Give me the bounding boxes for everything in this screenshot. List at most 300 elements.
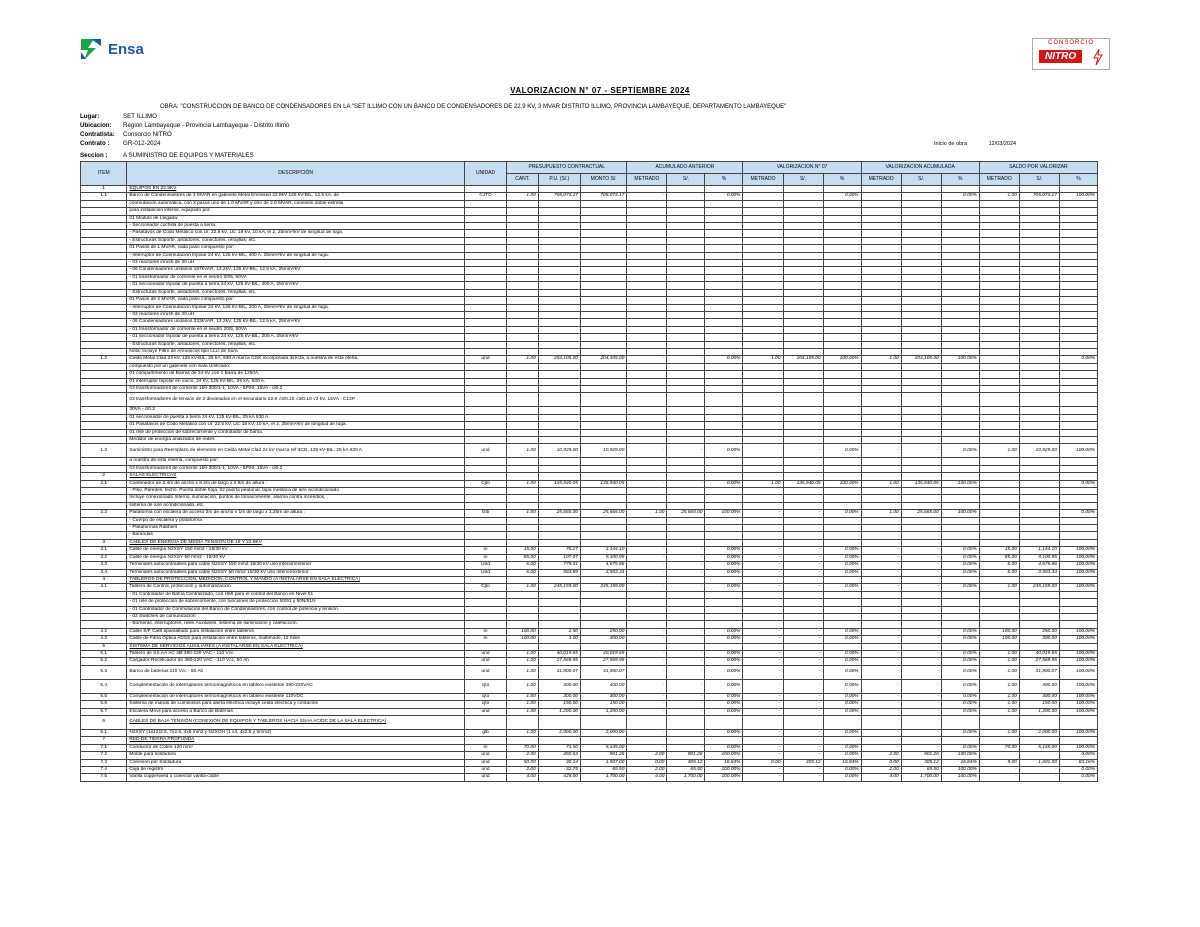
value-cell [743, 517, 783, 524]
value-cell: 2.00 [627, 752, 667, 759]
subheader-cell: % [941, 174, 979, 186]
value-cell [823, 613, 861, 620]
value-cell [538, 407, 580, 414]
value-cell [705, 215, 743, 222]
value-cell [1059, 385, 1097, 392]
value-cell [901, 297, 941, 304]
value-cell [705, 517, 743, 524]
value-cell [507, 208, 539, 215]
description-cell: para instalación interior, equipado por: [127, 208, 465, 215]
description-cell: 01 Pasos de 1 MVAR, cada paso compuesto por: [127, 245, 465, 252]
value-cell: 204,105.00 [538, 356, 580, 363]
value-cell [580, 613, 626, 620]
value-cell [941, 517, 979, 524]
table-row [81, 326, 1098, 333]
value-cell [705, 341, 743, 348]
value-cell [1059, 245, 1097, 252]
value-cell [667, 215, 705, 222]
unit-cell: glb [464, 730, 506, 737]
value-cell: - [627, 679, 667, 693]
valorizacion-table [80, 161, 1098, 782]
item-cell [81, 215, 127, 222]
item-cell: 3 [81, 539, 127, 546]
value-cell [667, 532, 705, 539]
value-cell [627, 267, 667, 274]
value-cell: 0.00% [705, 701, 743, 708]
value-cell: 6.00 [979, 569, 1019, 576]
value-cell: 0.00% [1059, 510, 1097, 517]
value-cell: - [861, 628, 901, 635]
value-cell [627, 274, 667, 281]
value-cell [941, 613, 979, 620]
value-cell [861, 591, 901, 598]
subheader-cell: % [1059, 174, 1097, 186]
value-cell [1019, 737, 1059, 744]
value-cell [580, 621, 626, 628]
value-cell [823, 414, 861, 421]
table-row [81, 274, 1098, 281]
value-cell [743, 341, 783, 348]
description-cell: - Estructuras Soporte, aisladores, conectores, rerajillas, etc. [127, 237, 465, 244]
value-cell [941, 407, 979, 414]
meta-value: Región Lambayeque - Provincia Lambayeque - Distrito Illimo [123, 122, 290, 129]
value-cell: 0.00% [941, 708, 979, 715]
value-cell [1059, 208, 1097, 215]
table-row [81, 488, 1098, 495]
value-cell [580, 297, 626, 304]
value-cell [783, 613, 823, 620]
value-cell [627, 334, 667, 341]
value-cell [901, 488, 941, 495]
description-cell: a nuestra de esta interna, compuesto por: [127, 458, 465, 465]
value-cell [705, 326, 743, 333]
subheader-cell: % [823, 174, 861, 186]
item-cell: 5.4 [81, 679, 127, 693]
unit-cell: m [464, 554, 506, 561]
value-cell [743, 393, 783, 407]
value-cell [743, 311, 783, 318]
value-cell [979, 371, 1019, 378]
value-cell: 0.00% [823, 701, 861, 708]
value-cell [743, 260, 783, 267]
value-cell: 65.50 [667, 767, 705, 774]
value-cell [507, 282, 539, 289]
value-cell: - [783, 636, 823, 643]
unit-cell [464, 502, 506, 509]
value-cell [823, 304, 861, 311]
value-cell: - [743, 774, 783, 781]
value-cell [861, 245, 901, 252]
value-cell: 400.00 [1019, 679, 1059, 693]
value-cell [743, 488, 783, 495]
value-cell [705, 186, 743, 193]
value-cell [979, 517, 1019, 524]
value-cell: 100.00% [1059, 562, 1097, 569]
value-cell [783, 363, 823, 370]
value-cell [1059, 502, 1097, 509]
subheader-cell: S/. [1019, 174, 1059, 186]
value-cell [861, 378, 901, 385]
value-cell [507, 473, 539, 480]
value-cell [580, 319, 626, 326]
value-cell: 100.00 [507, 628, 539, 635]
value-cell [667, 267, 705, 274]
value-cell [941, 237, 979, 244]
table-row [81, 378, 1098, 385]
value-cell [507, 458, 539, 465]
value-cell [823, 371, 861, 378]
value-cell [667, 304, 705, 311]
table-row [81, 348, 1098, 355]
value-cell [901, 289, 941, 296]
description-cell: - 03 reactores inrush de 30 uH [127, 311, 465, 318]
value-cell [901, 437, 941, 444]
item-cell: 5.3 [81, 665, 127, 679]
value-cell [1019, 385, 1059, 392]
table-row [81, 200, 1098, 207]
value-cell [507, 237, 539, 244]
value-cell: - [783, 744, 823, 751]
value-cell: 73.50 [538, 744, 580, 751]
value-cell: 0.00% [823, 767, 861, 774]
table-row [81, 621, 1098, 628]
value-cell [941, 525, 979, 532]
value-cell [507, 371, 539, 378]
value-cell [667, 429, 705, 436]
description-cell: Cargador-Rectificador de 380-220 VAC - 110 Vcc, 50 Ah [127, 658, 465, 665]
value-cell [979, 319, 1019, 326]
value-cell [580, 488, 626, 495]
value-cell [705, 473, 743, 480]
value-cell [507, 502, 539, 509]
description-cell: - Estructuras Soporte, aisladores, conectores, rerajillas, etc. [127, 289, 465, 296]
description-cell: 01 Modulo de Llegada: [127, 215, 465, 222]
value-cell: 400.00 [580, 679, 626, 693]
value-cell [627, 532, 667, 539]
value-cell [783, 737, 823, 744]
value-cell [580, 267, 626, 274]
value-cell [667, 517, 705, 524]
value-cell [627, 341, 667, 348]
unit-cell [464, 378, 506, 385]
value-cell: 100.00 [979, 628, 1019, 635]
item-cell [81, 502, 127, 509]
value-cell: 400.00 [538, 679, 580, 693]
value-cell [538, 304, 580, 311]
value-cell [627, 613, 667, 620]
value-cell [901, 517, 941, 524]
value-cell [743, 621, 783, 628]
value-cell [507, 525, 539, 532]
value-cell [1059, 393, 1097, 407]
value-cell [667, 621, 705, 628]
value-cell [1059, 297, 1097, 304]
value-cell: 27,569.95 [580, 658, 626, 665]
value-cell: 1.00 [507, 665, 539, 679]
value-cell [743, 539, 783, 546]
value-cell [1059, 252, 1097, 259]
value-cell [667, 591, 705, 598]
value-cell [901, 341, 941, 348]
value-cell [705, 385, 743, 392]
table-row [81, 576, 1098, 583]
item-cell: 3.3 [81, 562, 127, 569]
value-cell [627, 429, 667, 436]
value-cell [941, 465, 979, 472]
item-cell: 5 [81, 643, 127, 650]
value-cell [667, 599, 705, 606]
description-cell: CABLES DE BAJA TENSIÓN (CONEXIÓN DE EQUIPOS Y TABLEROS HACIA SSAA AC/DC DE LA SALA ELECTRICA) [127, 716, 465, 730]
value-cell: 1.00 [507, 356, 539, 363]
value-cell [823, 289, 861, 296]
value-cell [901, 407, 941, 414]
value-cell: 1,700.00 [901, 774, 941, 781]
value-cell [580, 223, 626, 230]
item-cell: 3.1 [81, 547, 127, 554]
value-cell: 204,105.00 [901, 356, 941, 363]
value-cell [979, 237, 1019, 244]
table-row [81, 473, 1098, 480]
value-cell [783, 260, 823, 267]
value-cell [580, 385, 626, 392]
value-cell [1059, 230, 1097, 237]
value-cell: 0.00% [941, 693, 979, 700]
value-cell: - [979, 767, 1019, 774]
description-cell: - Interruptor de Conmutación tripolar 24 kV, 125 kV-BIL, 400 A, 25mm²/kV de longitud de fuga. [127, 252, 465, 259]
table-row [81, 767, 1098, 774]
value-cell [861, 304, 901, 311]
value-cell: - [783, 693, 823, 700]
value-cell [861, 341, 901, 348]
value-cell: - [627, 730, 667, 737]
table-row [81, 547, 1098, 554]
value-cell [901, 473, 941, 480]
value-cell [1019, 200, 1059, 207]
value-cell [580, 334, 626, 341]
value-cell: 25,665.00 [538, 510, 580, 517]
value-cell [861, 274, 901, 281]
value-cell: 6.00 [979, 562, 1019, 569]
value-cell [979, 606, 1019, 613]
value-cell: 100.00 [979, 636, 1019, 643]
value-cell [705, 200, 743, 207]
value-cell [941, 502, 979, 509]
value-cell [979, 200, 1019, 207]
value-cell [901, 525, 941, 532]
value-cell [941, 429, 979, 436]
value-cell [783, 230, 823, 237]
value-cell [783, 393, 823, 407]
value-cell: - [743, 650, 783, 657]
value-cell [538, 385, 580, 392]
value-cell: - [743, 693, 783, 700]
value-cell [823, 223, 861, 230]
value-cell: - [901, 569, 941, 576]
value-cell [507, 348, 539, 355]
value-cell [901, 267, 941, 274]
value-cell [743, 371, 783, 378]
value-cell: 450.63 [538, 752, 580, 759]
value-cell [627, 465, 667, 472]
value-cell [507, 422, 539, 429]
value-cell: - [783, 708, 823, 715]
value-cell: 16.84% [823, 759, 861, 766]
value-cell: 0.00% [823, 444, 861, 458]
unit-cell [464, 532, 506, 539]
value-cell [941, 643, 979, 650]
value-cell [507, 341, 539, 348]
value-cell [979, 334, 1019, 341]
value-cell [979, 495, 1019, 502]
value-cell [1059, 186, 1097, 193]
value-cell: - [901, 658, 941, 665]
value-cell [979, 525, 1019, 532]
value-cell [580, 643, 626, 650]
value-cell [979, 643, 1019, 650]
value-cell [538, 326, 580, 333]
unit-cell: Und [464, 569, 506, 576]
value-cell: 1,507.00 [580, 759, 626, 766]
value-cell: 1,200.00 [538, 708, 580, 715]
value-cell [667, 502, 705, 509]
table-row [81, 422, 1098, 429]
value-cell: - [901, 628, 941, 635]
unit-cell: und [464, 708, 506, 715]
unit-cell [464, 488, 506, 495]
value-cell [705, 465, 743, 472]
unit-cell [464, 437, 506, 444]
value-cell [861, 326, 901, 333]
value-cell [979, 385, 1019, 392]
value-cell [941, 304, 979, 311]
value-cell: 1.00 [507, 444, 539, 458]
value-cell [538, 488, 580, 495]
description-cell: 01 compartimento de Barras de 24 kV con 1 Barra de 1250A. [127, 371, 465, 378]
value-cell [1019, 363, 1059, 370]
value-cell: 0.00% [705, 665, 743, 679]
table-row [81, 665, 1098, 679]
subheader-cell: MONTO S/. [580, 174, 626, 186]
value-cell [861, 517, 901, 524]
value-cell [743, 193, 783, 200]
value-cell: 0.00% [941, 584, 979, 591]
value-cell: 100.00% [1059, 730, 1097, 737]
value-cell: 0.00% [705, 356, 743, 363]
description-cell: 03 transformadores de corriente 150-300/1-1, 10VA - 5P20, 15VA - cl0.2 [127, 385, 465, 392]
value-cell: - [901, 744, 941, 751]
value-cell [743, 297, 783, 304]
meta-value: SET ILLIMO [123, 113, 157, 120]
value-cell [783, 465, 823, 472]
value-cell [627, 576, 667, 583]
value-cell [901, 458, 941, 465]
meta-value: A SUMINISTRO DE EQUIPOS Y MATERIALES [123, 152, 254, 159]
value-cell [538, 539, 580, 546]
unit-cell [464, 341, 506, 348]
header-group: SALDO POR VALORIZAR [979, 162, 1097, 174]
value-cell [1059, 289, 1097, 296]
value-cell [901, 208, 941, 215]
header-item: ITEM [81, 162, 127, 186]
value-cell: 245,159.00 [538, 584, 580, 591]
value-cell [580, 532, 626, 539]
value-cell [580, 606, 626, 613]
description-cell: Tablero de SS.AA AC 3Ø 380-220 VAC - 110 Vcc [127, 650, 465, 657]
value-cell [941, 591, 979, 598]
value-cell [979, 326, 1019, 333]
value-cell: - [743, 628, 783, 635]
item-cell [81, 319, 127, 326]
unit-cell [464, 473, 506, 480]
unit-cell [464, 274, 506, 281]
unit-cell [464, 613, 506, 620]
value-cell: - [627, 444, 667, 458]
value-cell [979, 458, 1019, 465]
value-cell [627, 517, 667, 524]
unit-cell [464, 495, 506, 502]
table-row [81, 752, 1098, 759]
value-cell [901, 215, 941, 222]
value-cell [861, 237, 901, 244]
value-cell [941, 363, 979, 370]
value-cell [507, 267, 539, 274]
value-cell [743, 502, 783, 509]
value-cell: 100.00% [1059, 636, 1097, 643]
value-cell: 3,503.34 [1019, 569, 1059, 576]
value-cell: 15.00 [979, 547, 1019, 554]
value-cell: 0.00% [941, 554, 979, 561]
value-cell [1059, 363, 1097, 370]
value-cell [1059, 458, 1097, 465]
value-cell: 1,144.10 [1019, 547, 1059, 554]
value-cell: - [901, 562, 941, 569]
value-cell [580, 237, 626, 244]
value-cell: 100.00 [507, 636, 539, 643]
unit-cell: und [464, 767, 506, 774]
table-row [81, 444, 1098, 458]
value-cell [627, 385, 667, 392]
value-cell: 65.50 [580, 767, 626, 774]
value-cell [979, 539, 1019, 546]
value-cell: - [627, 193, 667, 200]
subheader-cell: % [705, 174, 743, 186]
value-cell [941, 297, 979, 304]
value-cell: 1.00 [979, 658, 1019, 665]
value-cell: 0.00% [823, 510, 861, 517]
value-cell: 6.00 [507, 569, 539, 576]
value-cell [979, 716, 1019, 730]
value-cell [507, 716, 539, 730]
unit-cell: und [464, 658, 506, 665]
value-cell [1019, 393, 1059, 407]
value-cell [901, 260, 941, 267]
item-cell: 6.1 [81, 730, 127, 737]
value-cell: 50.00 [507, 759, 539, 766]
item-cell [81, 437, 127, 444]
value-cell [743, 737, 783, 744]
value-cell [743, 348, 783, 355]
value-cell: 300.00 [580, 636, 626, 643]
item-cell [81, 517, 127, 524]
value-cell [1019, 643, 1059, 650]
value-cell: 2.00 [507, 767, 539, 774]
value-cell [538, 613, 580, 620]
value-cell: - [667, 554, 705, 561]
value-cell: - [901, 730, 941, 737]
value-cell: 0.00% [941, 193, 979, 200]
value-cell [667, 208, 705, 215]
value-cell: 300.00 [1019, 636, 1059, 643]
